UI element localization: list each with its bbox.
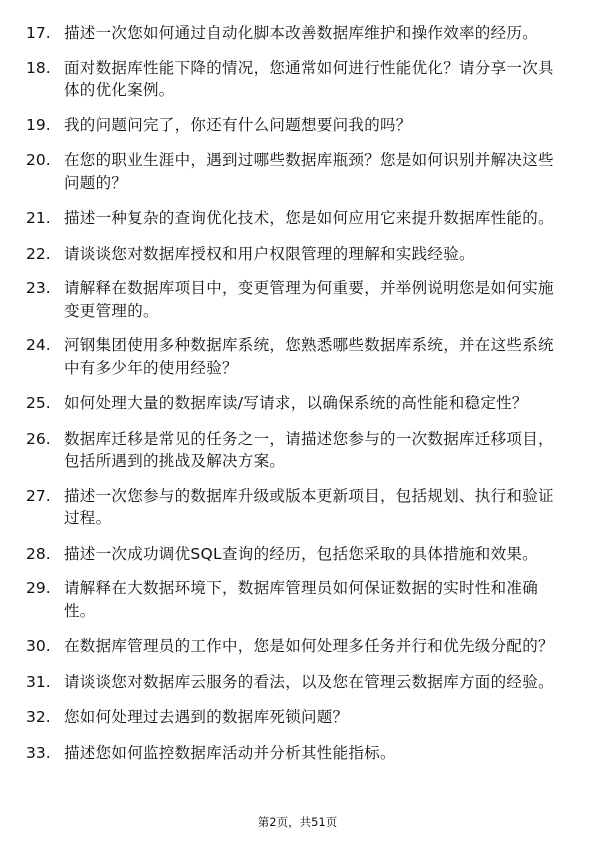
question-item xyxy=(26,543,566,566)
question-item xyxy=(26,428,566,473)
question-text: 请解释在数据库项目中，变更管理为何重要，并举例说明您是如何实施变更管理的。 xyxy=(64,279,554,320)
question-text: 在数据库管理员的工作中，您是如何处理多任务并行和优先级分配的？ xyxy=(64,637,554,655)
question-item xyxy=(26,277,566,322)
question-text: 数据库迁移是常见的任务之一，请描述您参与的一次数据库迁移项目，包括所遇到的挑战及解决方案。 xyxy=(64,429,554,470)
question-number: 24. xyxy=(26,336,51,354)
question-number: 33. xyxy=(26,743,51,762)
question-item xyxy=(26,207,566,230)
question-item xyxy=(26,577,566,622)
question-item xyxy=(26,671,566,694)
question-text: 如何处理大量的数据库读/写请求，以确保系统的高性能和稳定性？ xyxy=(64,394,528,412)
question-text: 在您的职业生涯中，遇到过哪些数据库瓶颈？您是如何识别并解决这些问题的？ xyxy=(64,151,554,192)
question-number: 19. xyxy=(26,115,51,134)
question-text: 描述您如何监控数据库活动并分析其性能指标。 xyxy=(64,743,396,762)
question-item xyxy=(26,635,566,658)
question-item xyxy=(26,392,566,415)
question-item xyxy=(26,742,566,765)
question-list xyxy=(26,22,566,764)
question-number: 27. xyxy=(26,486,51,505)
question-item xyxy=(26,149,566,194)
question-number: 31. xyxy=(26,672,51,691)
question-item xyxy=(26,334,566,379)
question-text: 请谈谈您对数据库云服务的看法，以及您在管理云数据库方面的经验。 xyxy=(64,672,554,691)
question-item xyxy=(26,243,566,266)
question-text: 请谈谈您对数据库授权和用户权限管理的理解和实践经验。 xyxy=(64,244,475,263)
question-number: 22. xyxy=(26,244,51,263)
question-item xyxy=(26,57,566,102)
question-number: 30. xyxy=(26,637,51,655)
question-text: 描述一种复杂的查询优化技术，您是如何应用它来提升数据库性能的。 xyxy=(64,209,554,227)
question-text: 您如何处理过去遇到的数据库死锁问题？ xyxy=(64,708,349,726)
question-number: 26. xyxy=(26,429,51,448)
question-text: 描述一次您参与的数据库升级或版本更新项目，包括规划、执行和验证过程。 xyxy=(64,486,554,527)
question-text: 请解释在大数据环境下，数据库管理员如何保证数据的实时性和准确性。 xyxy=(64,579,539,620)
question-number: 21. xyxy=(26,209,51,227)
question-number: 28. xyxy=(26,544,51,563)
question-text: 描述一次您如何通过自动化脚本改善数据库维护和操作效率的经历。 xyxy=(64,24,539,42)
question-text: 河钢集团使用多种数据库系统，您熟悉哪些数据库系统，并在这些系统中有多少年的使用经验？ xyxy=(64,336,554,377)
question-item xyxy=(26,485,566,530)
page-footer: 第2页，共51页 xyxy=(257,815,338,829)
question-number: 20. xyxy=(26,151,51,169)
question-number: 29. xyxy=(26,579,51,597)
question-item xyxy=(26,22,566,45)
question-number: 25. xyxy=(26,394,51,412)
question-number: 32. xyxy=(26,708,51,726)
question-number: 23. xyxy=(26,279,51,297)
question-item xyxy=(26,114,566,137)
question-number: 17. xyxy=(26,24,51,42)
question-number: 18. xyxy=(26,58,51,77)
question-text: 描述一次成功调优SQL查询的经历，包括您采取的具体措施和效果。 xyxy=(64,544,538,563)
question-item xyxy=(26,706,566,729)
question-text: 我的问题问完了，你还有什么问题想要问我的吗？ xyxy=(64,115,412,134)
question-text: 面对数据库性能下降的情况，您通常如何进行性能优化？请分享一次具体的优化案例。 xyxy=(64,58,554,99)
